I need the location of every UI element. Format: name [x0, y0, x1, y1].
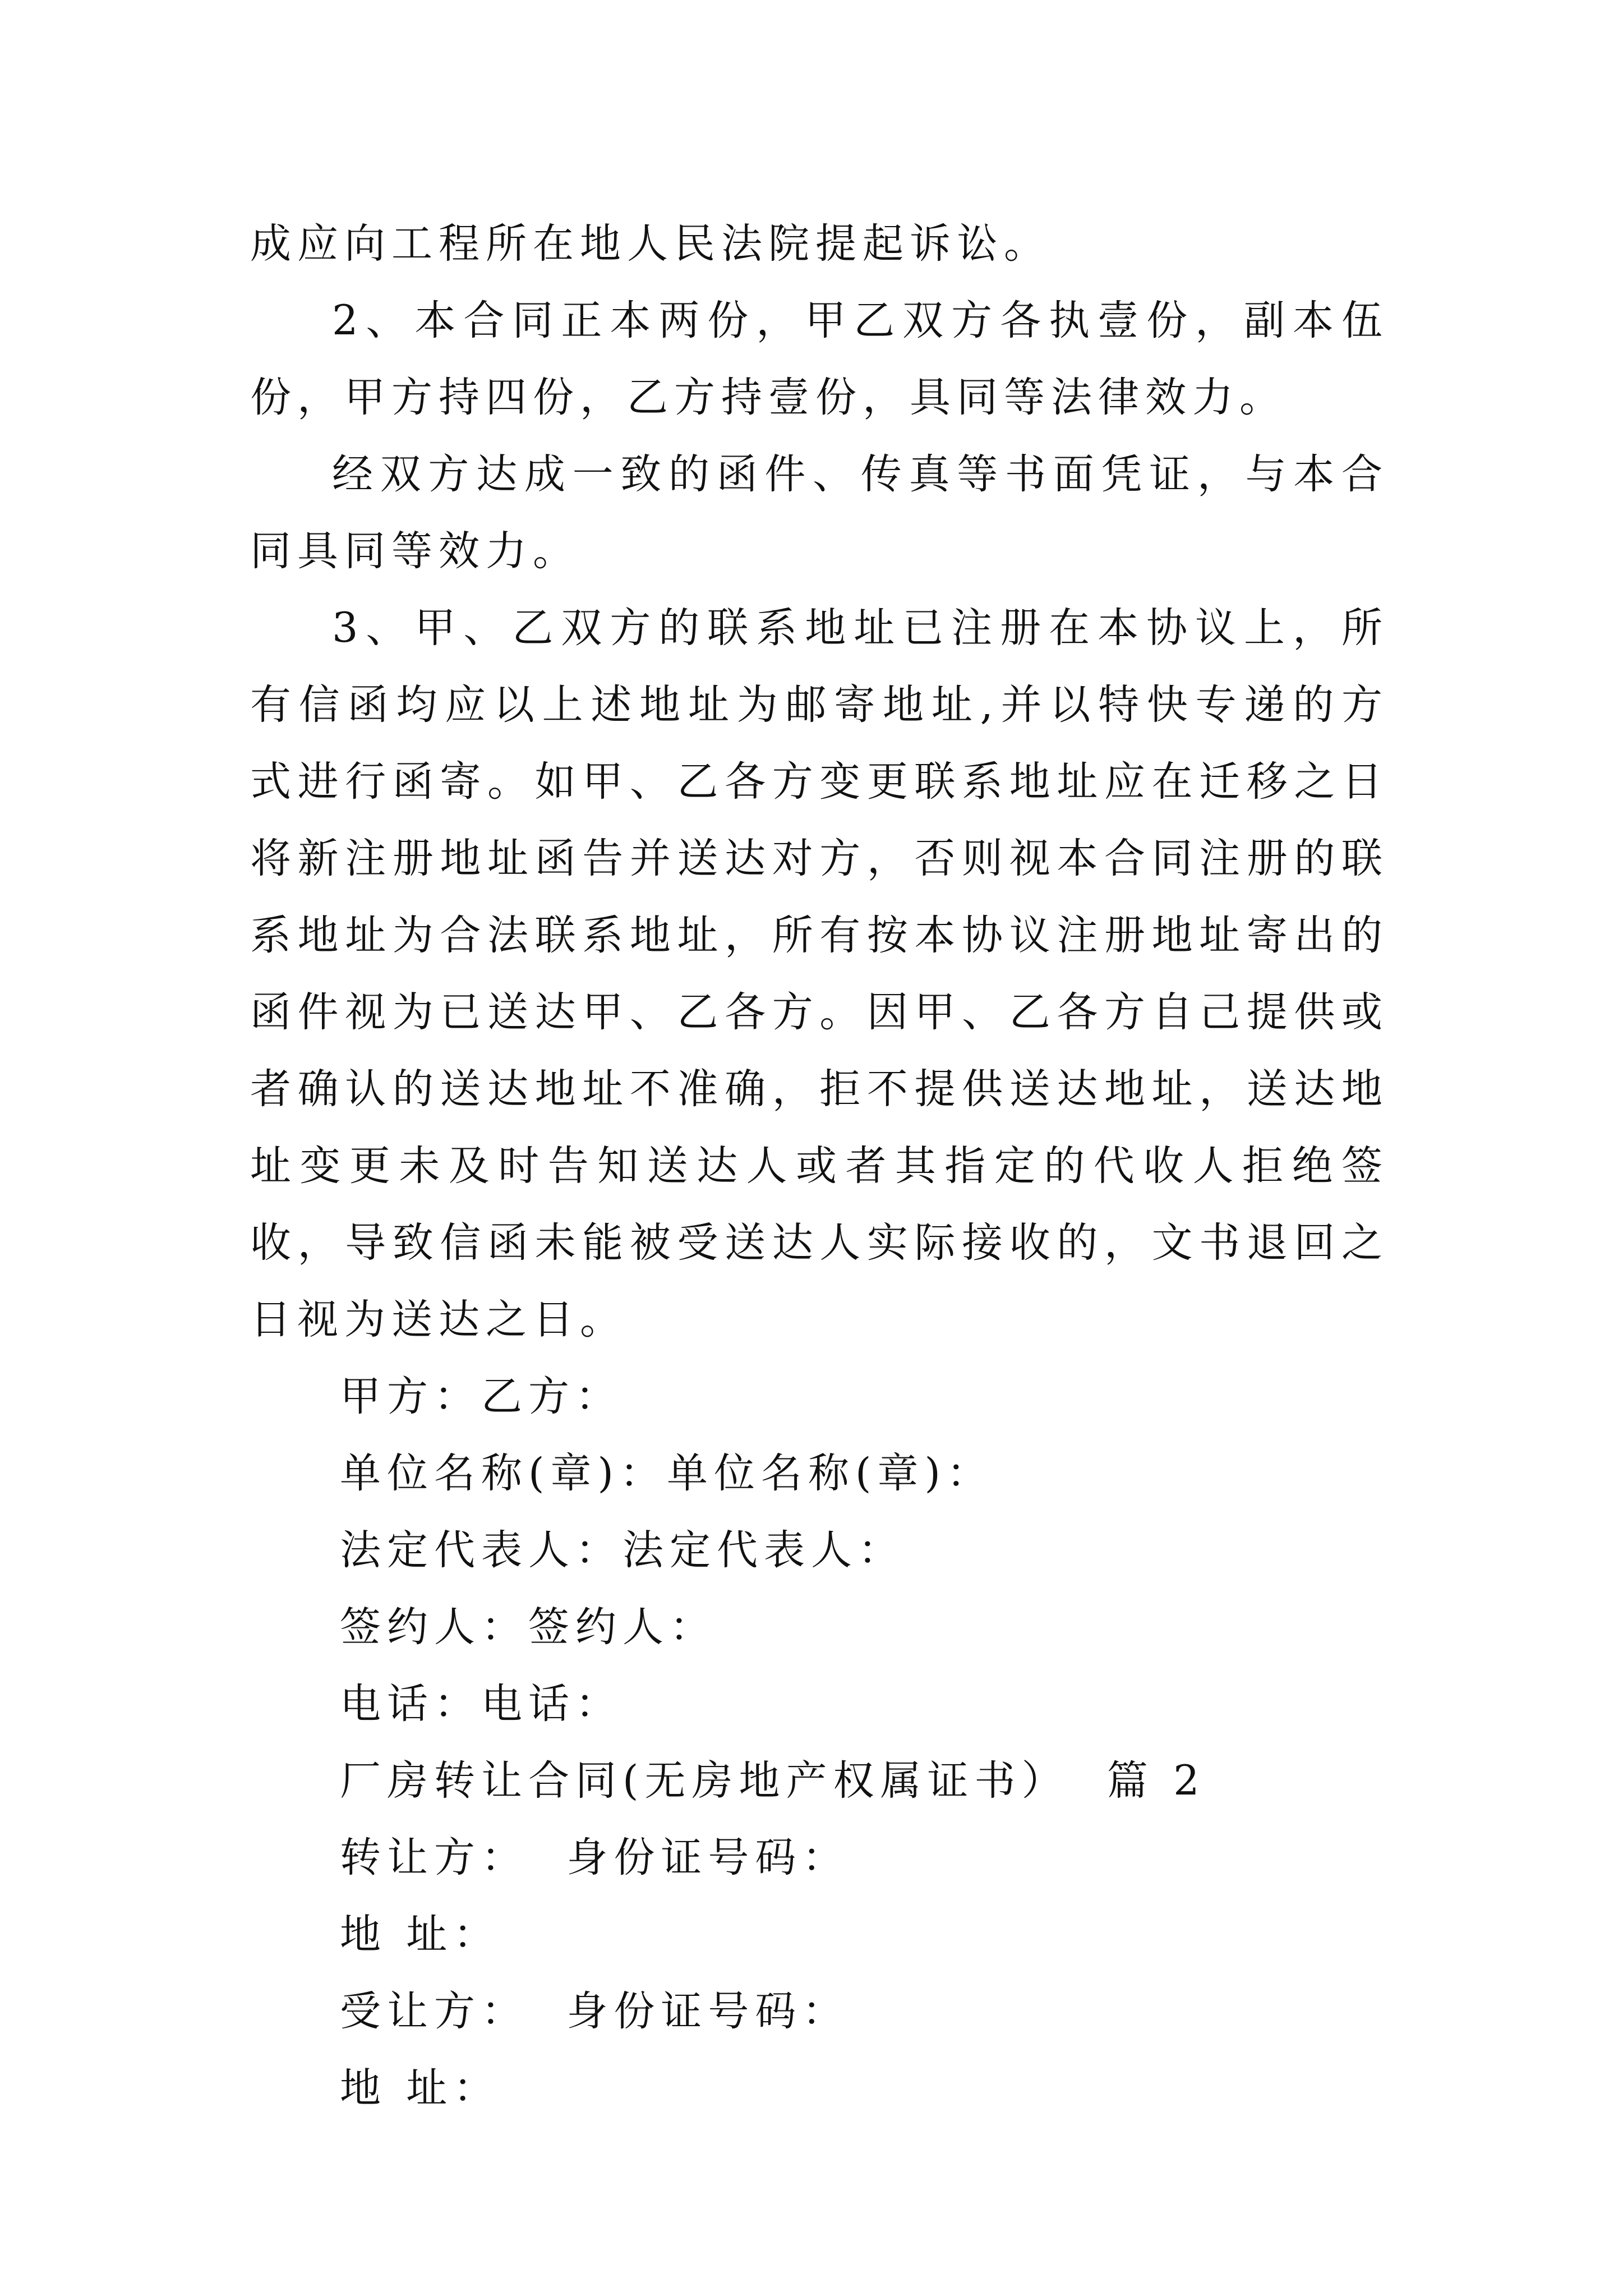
- signature-phone: 电话：电话：: [340, 1680, 623, 1728]
- transferee-address-line: 地 址：: [340, 2064, 501, 2112]
- paragraph-continuation: 成应向工程所在地人民法院提起诉讼。: [250, 220, 1051, 268]
- paragraph-written-evidence: 经双方达成一致的函件、传真等书面凭证，与本合同具同等效力。: [250, 450, 1389, 575]
- transferor-line: 转让方： 身份证号码：: [340, 1834, 850, 1881]
- signature-signer: 签约人：签约人：: [340, 1603, 717, 1651]
- paragraph-clause-2: 2、本合同正本两份，甲乙双方各执壹份，副本伍份，甲方持四份，乙方持壹份，具同等法律效力。: [250, 297, 1389, 421]
- transferee-line: 受让方： 身份证号码：: [340, 1987, 850, 2035]
- transferor-address-line: 地 址：: [340, 1911, 501, 1958]
- paragraph-clause-3: 3、甲、乙双方的联系地址已注册在本协议上，所有信函均应以上述地址为邮寄地址,并以特快专递的方式进行函寄。如甲、乙各方变更联系地址应在迁移之日将新注册地址函告并送达对方，否则视本合同注册的联系地址为合法联系地址，所有按本协议注册地址寄出的函件视为已送达甲、乙各方。因甲、乙各方自己提供或者确认的送达地址不准确，拒不提供送达地址，送达地址变更未及时告知送达人或者其指定的代收人拒绝签收，导致信函未能被受送达人实际接收的，文书退回之日视为送达之日。: [250, 604, 1389, 1343]
- section-2-title: 厂房转让合同(无房地产权属证书） 篇 2: [340, 1757, 1206, 1805]
- signature-parties: 甲方：乙方：: [340, 1373, 623, 1420]
- document-body: [250, 205, 1389, 2127]
- signature-legal-representative: 法定代表人：法定代表人：: [340, 1526, 905, 1574]
- signature-unit-name: 单位名称(章)：单位名称(章)：: [340, 1450, 994, 1497]
